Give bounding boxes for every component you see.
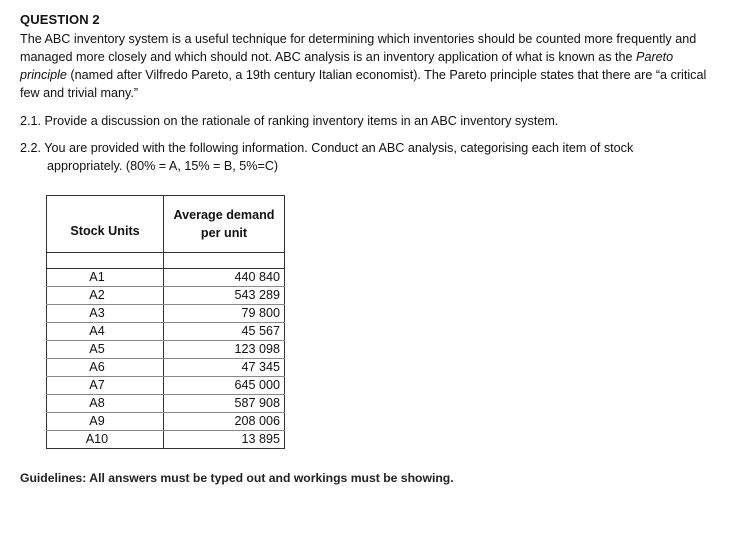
average-demand-cell: 587 908 <box>164 395 285 413</box>
table-row <box>47 287 285 305</box>
average-demand-cell: 645 000 <box>164 377 285 395</box>
table-row <box>47 413 285 431</box>
average-demand-cell: 13 895 <box>164 431 285 449</box>
table-row <box>47 269 285 287</box>
average-demand-cell: 79 800 <box>164 305 285 323</box>
header-demand-line2: per unit <box>200 226 248 240</box>
table-row <box>47 431 285 449</box>
table-row <box>47 341 285 359</box>
question-heading: QUESTION 2 <box>20 12 100 27</box>
average-demand-cell: 440 840 <box>164 269 285 287</box>
stock-unit-cell: A9 <box>47 413 164 431</box>
table-row <box>47 395 285 413</box>
header-average-demand <box>164 196 285 253</box>
stock-unit-cell: A2 <box>47 287 164 305</box>
question-2-2-line2: appropriately. (80% = A, 15% = B, 5%=C) <box>47 159 279 173</box>
stock-unit-cell: A10 <box>47 431 164 449</box>
stock-unit-cell: A7 <box>47 377 164 395</box>
spacer-cell <box>164 253 285 269</box>
question-2-1: 2.1. Provide a discussion on the rationale of ranking inventory items in an ABC inventory system. <box>20 114 559 128</box>
average-demand-cell: 45 567 <box>164 323 285 341</box>
intro-text-part1: The ABC inventory system is a useful technique for determining which inventories should be counted more frequently and managed more closely and which should not. ABC analysis is an inventory application of what is known as the <box>20 32 697 64</box>
header-demand-line1: Average demand <box>173 208 275 222</box>
average-demand-cell: 543 289 <box>164 287 285 305</box>
spacer-row <box>47 253 285 269</box>
question-2-2-line1: 2.2. You are provided with the following information. Conduct an ABC analysis, categorising each item of stock <box>20 141 634 155</box>
average-demand-cell: 47 345 <box>164 359 285 377</box>
header-stock-units: Stock Units <box>47 196 164 253</box>
stock-unit-cell: A8 <box>47 395 164 413</box>
intro-paragraph <box>20 30 710 102</box>
intro-italic-term: Pareto principle <box>20 50 674 82</box>
average-demand-cell: 208 006 <box>164 413 285 431</box>
stock-unit-cell: A1 <box>47 269 164 287</box>
spacer-cell <box>47 253 164 269</box>
stock-unit-cell: A3 <box>47 305 164 323</box>
guidelines-note: Guidelines: All answers must be typed out and workings must be showing. <box>20 471 454 485</box>
table-row <box>47 305 285 323</box>
stock-demand-table <box>46 195 285 449</box>
stock-unit-cell: A5 <box>47 341 164 359</box>
stock-unit-cell: A4 <box>47 323 164 341</box>
average-demand-cell: 123 098 <box>164 341 285 359</box>
table-row <box>47 323 285 341</box>
table-row <box>47 359 285 377</box>
question-2-2 <box>20 139 710 175</box>
table-body <box>47 269 285 449</box>
intro-text-part2: (named after Vilfredo Pareto, a 19th century Italian economist). The Pareto principle states that there are “a critical few and trivial many.” <box>20 68 707 100</box>
stock-unit-cell: A6 <box>47 359 164 377</box>
table-row <box>47 377 285 395</box>
